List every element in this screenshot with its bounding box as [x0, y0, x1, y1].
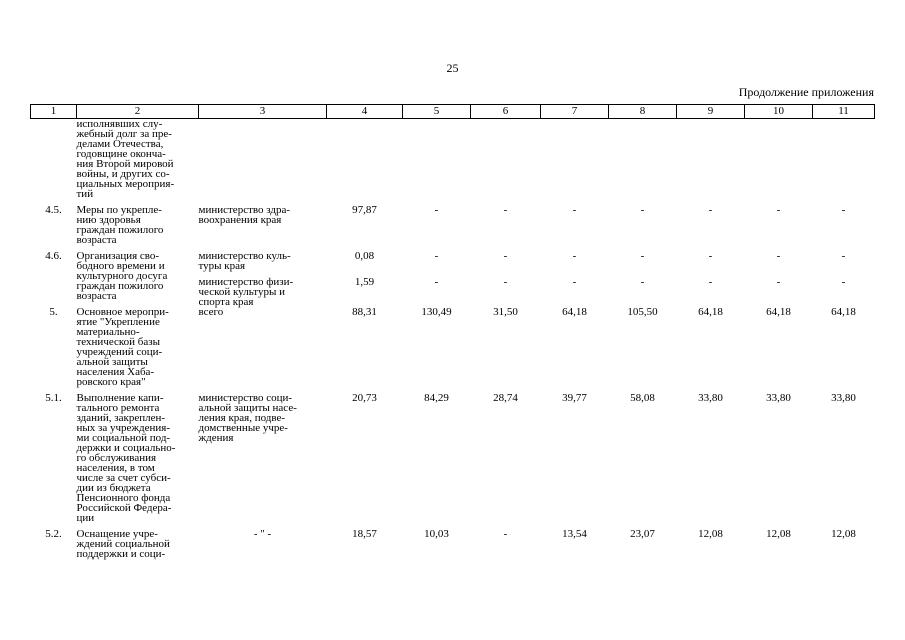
value-text: - — [841, 276, 846, 288]
executor-cell — [199, 307, 327, 393]
value-text: 64,18 — [766, 306, 791, 318]
value-text: - — [434, 276, 439, 288]
value-text: 0,08 — [354, 250, 375, 262]
value-cell — [813, 251, 875, 307]
row-number: 5. — [49, 306, 58, 318]
value-cell — [327, 529, 403, 559]
value-text: - — [503, 204, 508, 216]
col-header: 10 — [745, 105, 813, 119]
value-text: 28,74 — [493, 392, 518, 404]
value-text: 33,80 — [766, 392, 791, 404]
activity-name: Меры по укрепле- нию здоровья граждан пожилого возраста — [76, 204, 164, 246]
value-cell — [677, 251, 745, 307]
value-text: 12,08 — [698, 528, 723, 540]
value-text: 13,54 — [562, 528, 587, 540]
value-text: - — [503, 276, 508, 288]
value-text: - — [776, 204, 781, 216]
value-cell — [609, 307, 677, 393]
value-text: - — [503, 528, 508, 540]
value-cell — [609, 393, 677, 529]
executor-cell — [199, 205, 327, 251]
col-header: 8 — [609, 105, 677, 119]
value-text: 18,57 — [352, 528, 377, 540]
value-cell — [745, 119, 813, 206]
value-cell — [745, 205, 813, 251]
value-text: 64,18 — [698, 306, 723, 318]
table-body — [31, 119, 875, 560]
value-cell — [813, 205, 875, 251]
activity-name: Основное меропри- ятие "Укрепление материально- технической базы учреждений соци- альной защиты населения Хаба- ровского края" — [76, 306, 169, 388]
value-cell — [327, 393, 403, 529]
col-header: 4 — [327, 105, 403, 119]
col-header: 9 — [677, 105, 745, 119]
value-cell — [327, 307, 403, 393]
budget-table — [30, 104, 875, 559]
table-row — [31, 307, 875, 393]
activity-name: Оснащение учре- ждений социальной поддержки и соци- — [76, 528, 170, 560]
value-cell — [327, 251, 403, 307]
value-cell — [471, 251, 541, 307]
col-header: 7 — [541, 105, 609, 119]
value-text: 12,08 — [766, 528, 791, 540]
value-cell — [541, 307, 609, 393]
value-text: - — [708, 204, 713, 216]
value-text: - — [708, 250, 713, 262]
col-header: 2 — [77, 105, 199, 119]
value-cell — [677, 393, 745, 529]
value-text: - — [572, 276, 577, 288]
value-cell — [471, 393, 541, 529]
col-header: 11 — [813, 105, 875, 119]
value-cell — [403, 529, 471, 559]
executor-cell — [199, 119, 327, 206]
value-text: 31,50 — [493, 306, 518, 318]
value-text: - — [640, 250, 645, 262]
value-cell — [745, 393, 813, 529]
value-cell — [677, 119, 745, 206]
value-text: 58,08 — [630, 392, 655, 404]
value-text: 33,80 — [698, 392, 723, 404]
value-text: 64,18 — [562, 306, 587, 318]
row-number — [31, 119, 77, 206]
value-text: 20,73 — [352, 392, 377, 404]
value-text: - — [572, 204, 577, 216]
row-number: 5.2. — [45, 528, 62, 540]
value-cell — [677, 307, 745, 393]
value-cell — [471, 307, 541, 393]
table-row — [31, 119, 875, 206]
value-text: 84,29 — [424, 392, 449, 404]
executor-text: - " - — [253, 528, 272, 540]
value-cell — [403, 119, 471, 206]
table-row — [31, 529, 875, 559]
row-number: 4.5. — [45, 204, 62, 216]
header-row — [31, 105, 875, 119]
value-text: 12,08 — [831, 528, 856, 540]
value-cell — [327, 205, 403, 251]
col-header: 1 — [31, 105, 77, 119]
value-text: - — [776, 250, 781, 262]
value-text: - — [640, 204, 645, 216]
value-cell — [541, 251, 609, 307]
value-cell — [813, 307, 875, 393]
value-text: - — [434, 250, 439, 262]
table-row — [31, 393, 875, 529]
page-number: 25 — [446, 61, 459, 75]
value-text: - — [434, 204, 439, 216]
value-text: - — [572, 250, 577, 262]
value-cell — [541, 393, 609, 529]
col-header: 5 — [403, 105, 471, 119]
value-cell — [745, 251, 813, 307]
value-cell — [609, 205, 677, 251]
value-text: - — [841, 204, 846, 216]
value-cell — [609, 529, 677, 559]
value-text: - — [776, 276, 781, 288]
executor-text: министерство здра- воохранения края — [198, 204, 291, 226]
value-text: - — [503, 250, 508, 262]
value-text: - — [708, 276, 713, 288]
value-cell — [609, 119, 677, 206]
value-text: 88,31 — [352, 306, 377, 318]
executor-text: министерство соци- альной защиты насе- ления края, подве- домственные учре- ждения — [198, 392, 297, 444]
value-cell — [813, 393, 875, 529]
row-number: 5.1. — [45, 392, 62, 404]
table-row — [31, 251, 875, 307]
executor-text: всего — [198, 306, 224, 318]
value-cell — [471, 119, 541, 206]
value-text: 10,03 — [424, 528, 449, 540]
value-cell — [745, 529, 813, 559]
col-header: 6 — [471, 105, 541, 119]
executor-text: министерство куль- туры края — [198, 250, 291, 272]
value-cell — [745, 307, 813, 393]
value-cell — [677, 205, 745, 251]
value-cell — [403, 251, 471, 307]
activity-name: Организация сво- бодного времени и культурного досуга граждан пожилого возраста — [76, 250, 168, 302]
table-row — [31, 205, 875, 251]
activity-name: исполнявших слу- жебный долг за пре- делами Отечества, годовщине оконча- ния Второй мировой войны, и других со- циальных мероприя- тий — [76, 118, 175, 200]
value-cell — [677, 529, 745, 559]
value-cell — [541, 529, 609, 559]
value-text: 130,49 — [421, 306, 452, 318]
executor-cell — [199, 251, 327, 307]
continuation-label: Продолжение приложения — [738, 85, 874, 99]
value-cell — [813, 119, 875, 206]
activity-name: Выполнение капи- тального ремонта зданий, закреплен- ных за учреждения- ми социальной под- держки и социально- го обслуживания населения, в том числе за счет субси- дии из бюджета Пенсионного фонда Российской Федера- ции — [76, 392, 176, 524]
value-text: - — [640, 276, 645, 288]
value-text: 97,87 — [352, 204, 377, 216]
value-cell — [541, 205, 609, 251]
value-text: 1,59 — [354, 276, 375, 288]
value-text: 105,50 — [627, 306, 658, 318]
value-text: 39,77 — [562, 392, 587, 404]
value-cell — [471, 205, 541, 251]
value-cell — [541, 119, 609, 206]
value-text: 23,07 — [630, 528, 655, 540]
col-header: 3 — [199, 105, 327, 119]
row-number: 4.6. — [45, 250, 62, 262]
executor-text: министерство физи- ческой культуры и спорта края — [198, 276, 294, 308]
value-cell — [403, 393, 471, 529]
value-text: - — [841, 250, 846, 262]
value-cell — [403, 307, 471, 393]
value-cell — [609, 251, 677, 307]
value-cell — [471, 529, 541, 559]
value-text: 33,80 — [831, 392, 856, 404]
value-cell — [327, 119, 403, 206]
executor-cell — [199, 393, 327, 529]
value-text: 64,18 — [831, 306, 856, 318]
value-cell — [813, 529, 875, 559]
value-cell — [403, 205, 471, 251]
executor-cell — [199, 529, 327, 559]
